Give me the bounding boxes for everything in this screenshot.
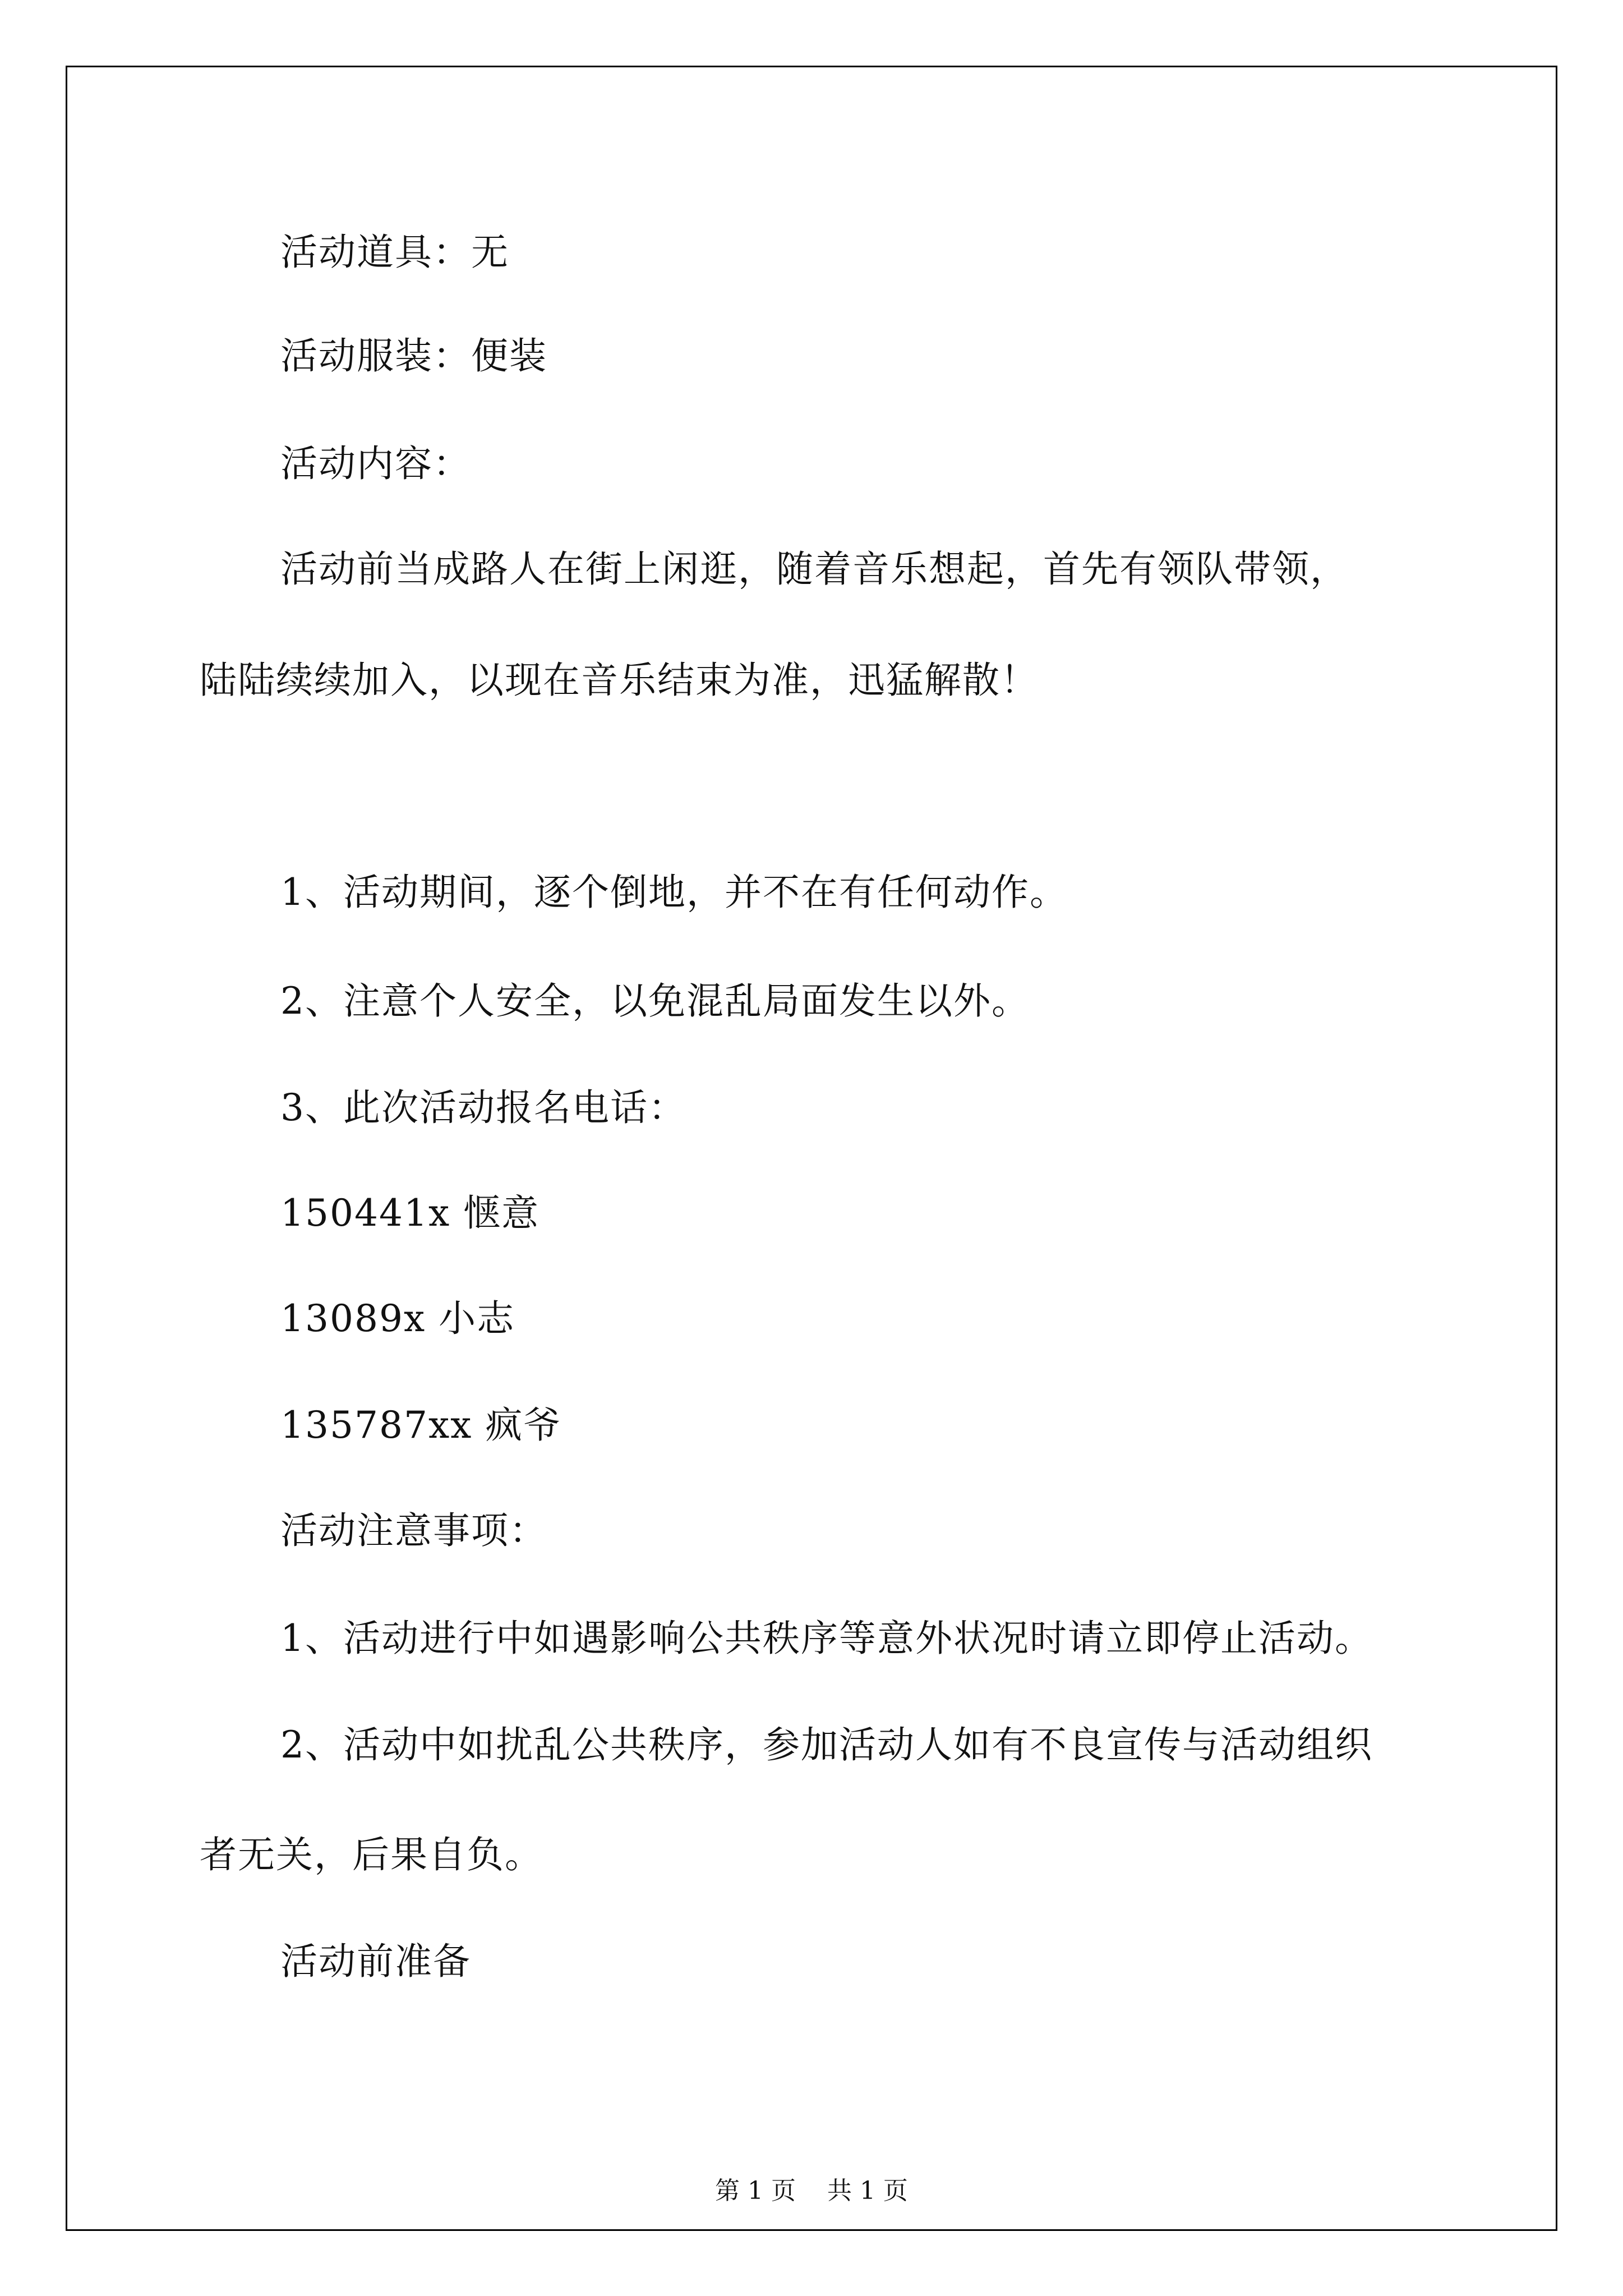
text-line-attire: 活动服装：便装 [280, 334, 547, 378]
text-line-content-1: 活动前当成路人在街上闲逛，随着音乐想起，首先有领队带领， [280, 547, 1348, 591]
text-line-item-1: 1、活动期间，逐个倒地，并不在有任何动作。 [280, 871, 1068, 914]
text-line-note-2: 2、活动中如扰乱公共秩序，参加活动人如有不良宣传与活动组织 [280, 1723, 1373, 1766]
text-line-item-2: 2、注意个人安全，以免混乱局面发生以外。 [280, 979, 1030, 1023]
text-line-note-2-cont: 者无关，后果自负。 [200, 1833, 543, 1876]
text-line-content-2: 陆陆续续加入，以现在音乐结束为准，迅猛解散！ [200, 659, 1039, 702]
text-line-phone-3: 135787xx 疯爷 [280, 1404, 562, 1447]
text-line-item-3: 3、此次活动报名电话： [280, 1086, 686, 1129]
text-line-phone-2: 13089x 小志 [280, 1297, 515, 1340]
page-footer: 第 1 页 共 1 页 [715, 2177, 908, 2205]
text-line-preparation: 活动前准备 [280, 1940, 471, 1983]
text-line-content-heading: 活动内容： [280, 442, 471, 485]
text-line-props: 活动道具：无 [280, 231, 509, 274]
text-line-phone-1: 150441x 惬意 [280, 1191, 540, 1235]
text-line-notes-heading: 活动注意事项： [280, 1509, 547, 1552]
page-border [66, 66, 1557, 2231]
text-line-note-1: 1、活动进行中如遇影响公共秩序等意外状况时请立即停止活动。 [280, 1617, 1373, 1660]
